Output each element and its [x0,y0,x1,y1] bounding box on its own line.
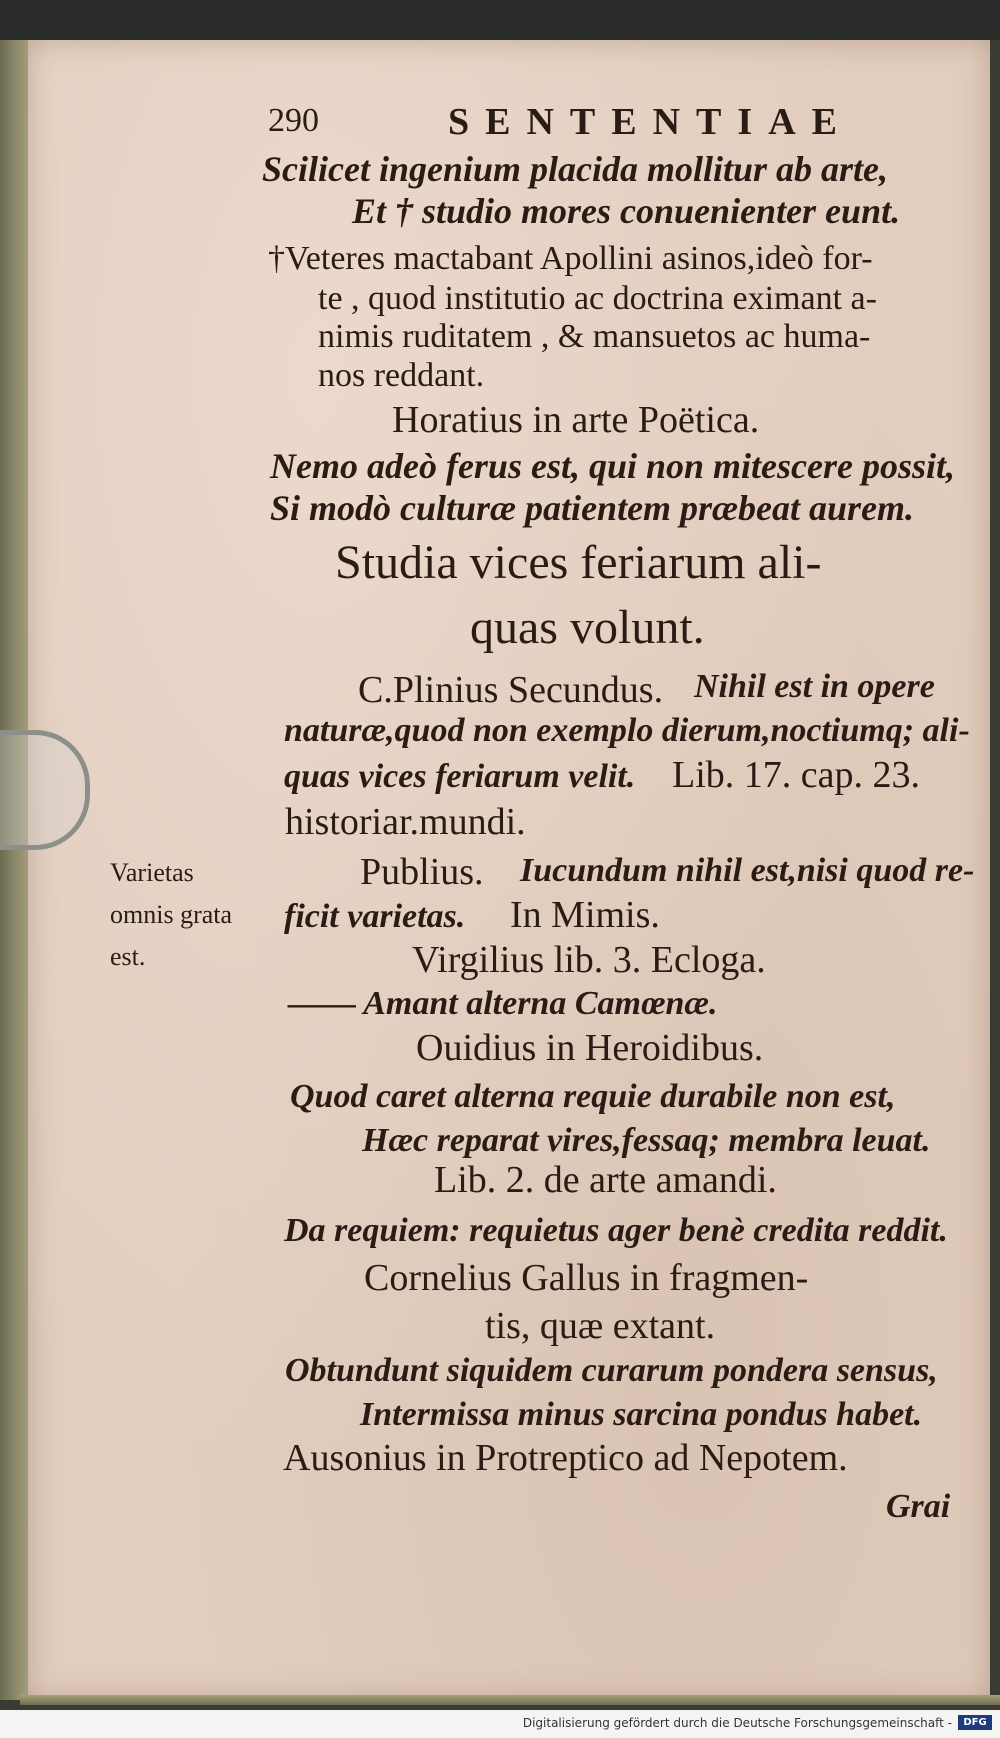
running-title: SENTENTIAE [448,101,853,143]
text-line: naturæ,quod non exemplo dierum,noctiumq; ali- [284,712,970,749]
text-line: Et † studio mores conuenienter eunt. [352,191,901,231]
scan-top-border [0,0,1000,40]
text-line: —— Amant alterna Camœnæ. [288,985,718,1022]
book-bottom-edge [20,1695,1000,1705]
text-line: ficit varietas. [284,898,466,935]
text-line: Publius. [360,851,484,893]
text-line: In Mimis. [510,894,660,936]
text-line: quas vices feriarum velit. [284,758,636,795]
text-line: Quod caret alterna requie durabile non est, [290,1078,896,1115]
text-line: nos reddant. [318,357,485,394]
dfg-logo: DFG [958,1715,992,1730]
text-line: Intermissa minus sarcina pondus habet. [360,1396,923,1433]
page-number: 290 [268,102,319,139]
text-line: Lib. 17. cap. 23. [672,754,921,796]
text-line: Ouidius in Heroidibus. [416,1027,764,1069]
text-line: nimis ruditatem , & mansuetos ac huma- [318,318,871,355]
catchword: Grai [886,1488,951,1525]
section-heading: Studia vices feriarum ali- [335,536,822,589]
text-line: †Veteres mactabant Apollini asinos,ideò for- [268,240,873,277]
text-line: Horatius in arte Poëtica. [392,399,760,441]
text-line: Ausonius in Protreptico ad Nepotem. [283,1437,848,1479]
text-line: Cornelius Gallus in fragmen- [364,1257,809,1299]
margin-note-line: est. [110,942,146,971]
text-line: tis, quæ extant. [485,1305,716,1347]
text-line: Hæc reparat vires,fessaq; membra leuat. [362,1122,931,1159]
margin-note-line: Varietas [110,858,194,887]
text-line: te , quod institutio ac doctrina eximant a- [318,280,877,317]
text-line: Obtundunt siquidem curarum pondera sensus, [285,1352,938,1389]
text-line: Lib. 2. de arte amandi. [434,1159,777,1201]
section-heading: quas volunt. [470,601,705,654]
margin-note-line: omnis grata [110,900,233,929]
text-line: historiar.mundi. [285,801,526,843]
text-line: Scilicet ingenium placida mollitur ab arte, [262,149,889,189]
text-line: C.Plinius Secundus. [358,669,664,711]
footer-credit: Digitalisierung gefördert durch die Deutsche Forschungsgemeinschaft - [522,1716,952,1730]
text-line: Nihil est in opere [694,668,935,705]
text-line: Da requiem: requietus ager benè credita reddit. [284,1212,948,1249]
text-line: Iucundum nihil est,nisi quod re- [520,852,975,889]
text-line: Nemo adeò ferus est, qui non mitescere possit, [270,446,955,486]
text-line: Si modò culturæ patientem præbeat aurem. [270,488,915,528]
text-line: Virgilius lib. 3. Ecloga. [412,939,766,981]
